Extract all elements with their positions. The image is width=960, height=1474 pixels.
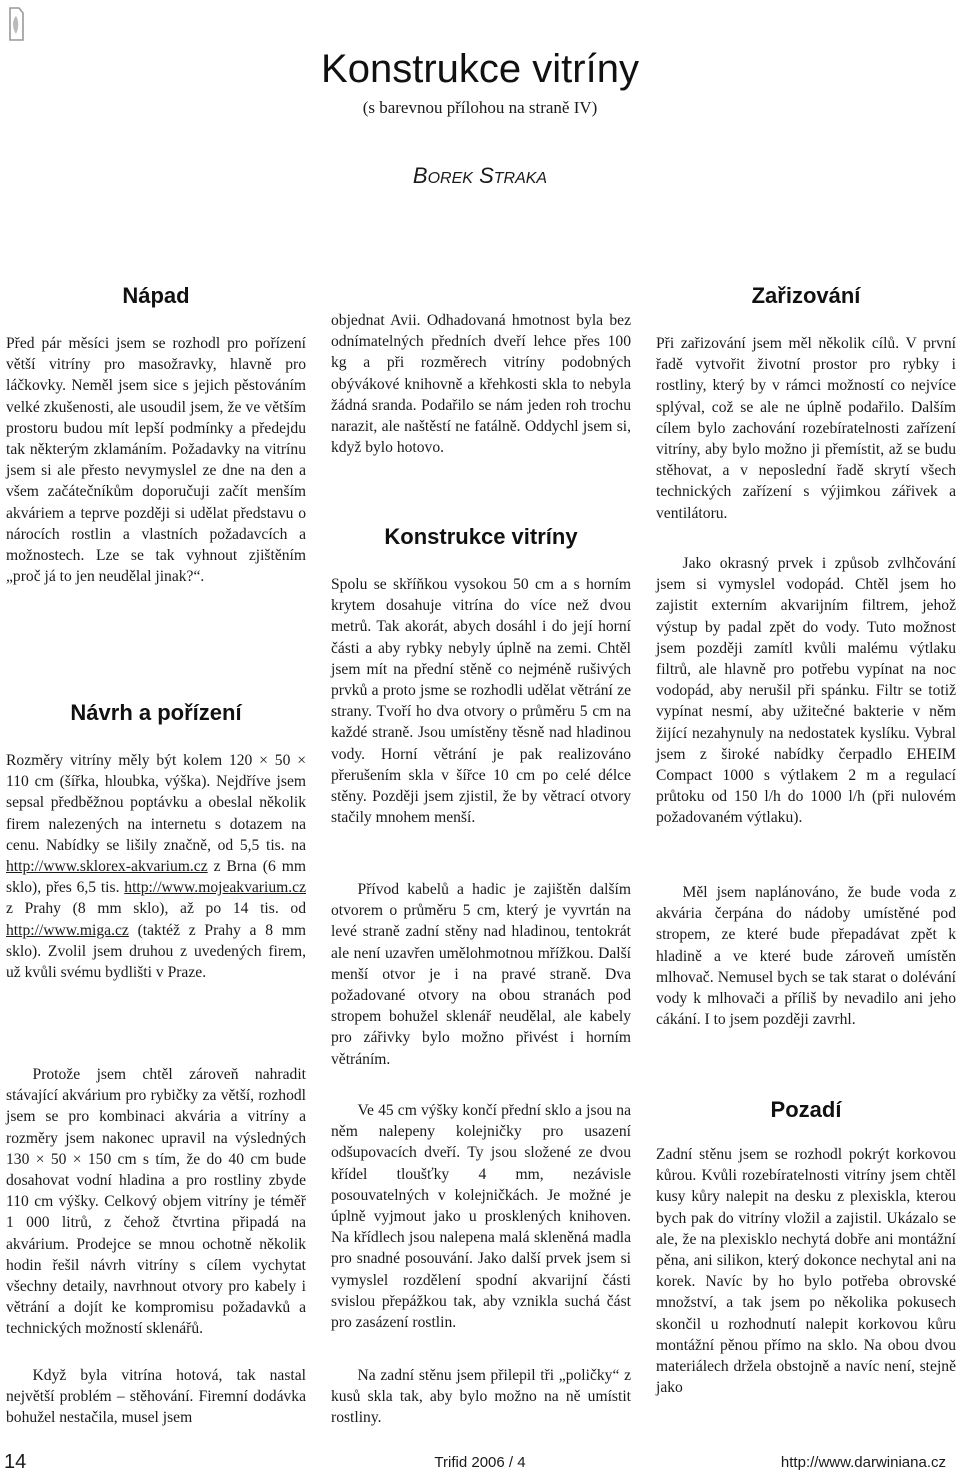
paragraph: Při zařizování jsem měl několik cílů. V první řadě vytvořit životní prostor pro rybky i rostliny, který by v rámci možností co nejvíce splýval, což se ale ne úplně podařilo. Dalším cílem bylo zachování rozebíratelnosti zařízení vitríny, aby bylo možno ji přemístit, až se budu stěhovat, a v neposlední řadě skrytí všech technických zařízení s výjimkou zářivek a ventilátoru. [656,335,956,522]
paragraph: Zadní stěnu jsem se rozhodl pokrýt korkovou kůrou. Kvůli rozebíratelnosti vitríny jsem chtěl kusy kůry nalepit na desku z plexiskla, kterou bych pak do vitríny vložil a zajistil. Ukázalo se ale, že na plexisklo nechytá dobře ani montážní pěna, ani silikon, který dokonce nechytal ani na korek. Navíc by ho bylo potřeba obrovské množství, a tak jsem po několika pokusech skončil u rozhodnutí nalepit korkovou kůru montážní pěnou přímo na sklo. Na obou dvou materiálech držela obstojně a navíc není, stejně jako [656,1146,956,1397]
section-heading: Konstrukce vitríny [384,524,578,549]
paragraph: Měl jsem naplánováno, že bude voda z akvária čerpána do nádoby umístěné pod stropem, ze které bude přepadávat zpět k hladině a ve které bude zároveň umístěn mlhovač. Nemusel bych se tak starat o dolévání vody k mlhovači a příliš by nevadilo ani jeho cákání. I to jsem později zavrhl. [656,884,956,1029]
article-author [0,162,960,193]
article-title: Konstrukce vitríny [321,47,639,91]
paragraph: Spolu se skříňkou vysokou 50 cm a s horním krytem dosahuje vitrína do více než dvou metrů. Tak akorát, abych dosáhl i do její horní části a aby rybky nebyly úplně na zemi. Chtěl jsem mít na přední stěně co nejméně rušivých prvků a proto jsme se rozhodli udělat větrání ze strany. Tvoří ho dva otvory o průměru 5 cm na každé straně. Jsou umístěny těsně nad hladinou vody. Horní větrání je pak realizováno přerušením skla v šířce 10 cm po celé délce stěny. Později jsem zjistil, že by větrací otvory stačily mnohem menší. [331,576,631,827]
paragraph: Ve 45 cm výšky končí přední sklo a jsou na něm nalepeny kolejničky pro usazení odšupovacích dveří. Ty jsou složené ze dvou křídel tloušťky 4 mm, nezávisle posouvatelných v kolejničkách. Je možné je úplně vyjmout jako u prosklených knihoven. Na křídlech jsou nalepena malá skleněná madla pro snadné posouvání. Jako další prvek jsem si vymyslel rozdělení spodní akvarijní části svislou přepážkou tak, aby vznikla suchá část pro zasázení rostlin. [331,1102,631,1332]
paragraph: Před pár měsíci jsem se rozhodl pro pořízení větší vitríny pro masožravky, hlavně pro láčkovky. Neměl jsem sice s jejich pěstováním velké zkušenosti, ale usoudil jsem, že ve větším prostoru budou mít lepší podmínky a předejdu tak některým zklamáním. Požadavky na vitrínu jsem si ale přesto nevymyslel ze dne na den a všem začátečníkům doporučuji začít menším akváriem a teprve později si udělat představu o nárocích rostlin a vlastních požadavcích a možnostech. Lze se tak vyhnout zjištěním „proč já to jen neudělal jinak?“. [6,335,306,586]
page-number: 14 [4,1451,27,1473]
trifid-logo-icon [6,4,26,44]
section-heading: Pozadí [770,1097,842,1122]
journal-issue: Trifid 2006 / 4 [434,1454,526,1471]
author-initial: B [412,163,428,188]
link-mojeakvarium[interactable]: http://www.mojeakvarium.cz [124,879,306,897]
author-name-rest: OREK [427,170,473,187]
paragraph: Když byla vitrína hotová, tak nastal největší problém – stěhování. Firemní dodávka bohužel nestačila, musel jsem [6,1367,306,1427]
paragraph: Rozměry vitríny měly být kolem 120 × 50 × 110 cm (šířka, hloubka, výška). Nejdříve jsem sepsal předběžnou poptávku a obeslal několik firem nalezených na internetu s dotazem na cenu. Nabídky se lišily značně, od 5,5 tis. na http://www.sklorex-akvarium.cz z Brna (6 mm sklo), přes 6,5 tis. http://www.mojeakvarium.cz z Prahy (8 mm sklo), až po 14 tis. od http://www.miga.cz (taktéž z Prahy a 8 mm sklo). Zvolil jsem druhou z uvedených firem, už kvůli svému bydlišti v Praze. [6,752,306,982]
section-heading: Nápad [122,283,190,308]
article-subtitle: (s barevnou přílohou na straně IV) [362,98,598,117]
author-initial: S [479,163,494,188]
paragraph: Přívod kabelů a hadic je zajištěn dalším otvorem o průměru 5 cm, který je vyvrtán na levé straně zadní stěny nad hladinou, tentokrát ale není uzavřen umělohmotnou mřížkou. Další menší otvor je i na pravé straně. Dva požadované otvory na obou stranách pod stropem bohužel sklenář neudělal, ale kabely pro zářivky bylo možno přivést i horním větráním. [331,881,631,1068]
section-heading: Návrh a pořízení [70,700,242,725]
section-heading: Zařizování [751,283,861,308]
link-sklorex[interactable]: http://www.sklorex-akvarium.cz [6,858,208,876]
paragraph: Jako okrasný prvek i způsob zvlhčování jsem si vymyslel vodopád. Chtěl jsem ho zajistit externím akvarijním filtrem, jehož výstup by padal zpět do vody. Tuto možnost jsem později zamítl kvůli malému výtlaku filtrů, ale hlavně pro potřebu vypínat na noc vodopád, aby nerušil při spánku. Filtr se totiž vypínat nesmí, aby užitečné bakterie v něm žijící nezahynuly na nedostatek kyslíku. Vybral jsem z široké nabídky čerpadlo EHEIM Compact 1000 s výtlakem 2 m a regulací průtoku od 150 l/h do 1000 l/h (při nulovém požadovaném výtlaku). [656,555,956,827]
paragraph: Na zadní stěnu jsem přilepil tři „poličky“ z kusů skla tak, aby bylo možno na ně umístit rostliny. [331,1367,631,1427]
author-name-rest: TRAKA [493,170,548,187]
page-footer [0,1450,960,1474]
paragraph: objednat Avii. Odhadovaná hmotnost byla bez odnímatelných předních dveří lehce přes 100 kg a při rozměrech vitríny podobných obývákové knihovně a křehkosti skla to nebyla žádná sranda. Podařilo se nám jeden roh trochu narazit, ale naštěstí ne fatálně. Oddychl jsem si, když bylo hotovo. [331,312,631,457]
link-miga[interactable]: http://www.miga.cz [6,921,129,939]
website-url[interactable]: http://www.darwiniana.cz [780,1454,946,1471]
paragraph: Protože jsem chtěl zároveň nahradit stávající akvárium pro rybičky za větší, rozhodl jsem se pro kombinaci akvária a vitríny a rozměry jsem nakonec upravil na výsledných 130 × 50 × 150 cm s tím, že do 40 cm bude dosahovat vodní hladina a pro rostliny zbyde 110 cm výšky. Celkový objem vitríny je téměř 1 000 litrů, z čehož čtvrtina připadá na akvárium. Prodejce se mnou ochotně několik hodin řešil návrh vitríny s cílem vychytat všechny detaily, navrhnout otvory pro kabely i větrání a dojít ke kompromisu požadavků a technických možností sklenářů. [6,1066,306,1338]
